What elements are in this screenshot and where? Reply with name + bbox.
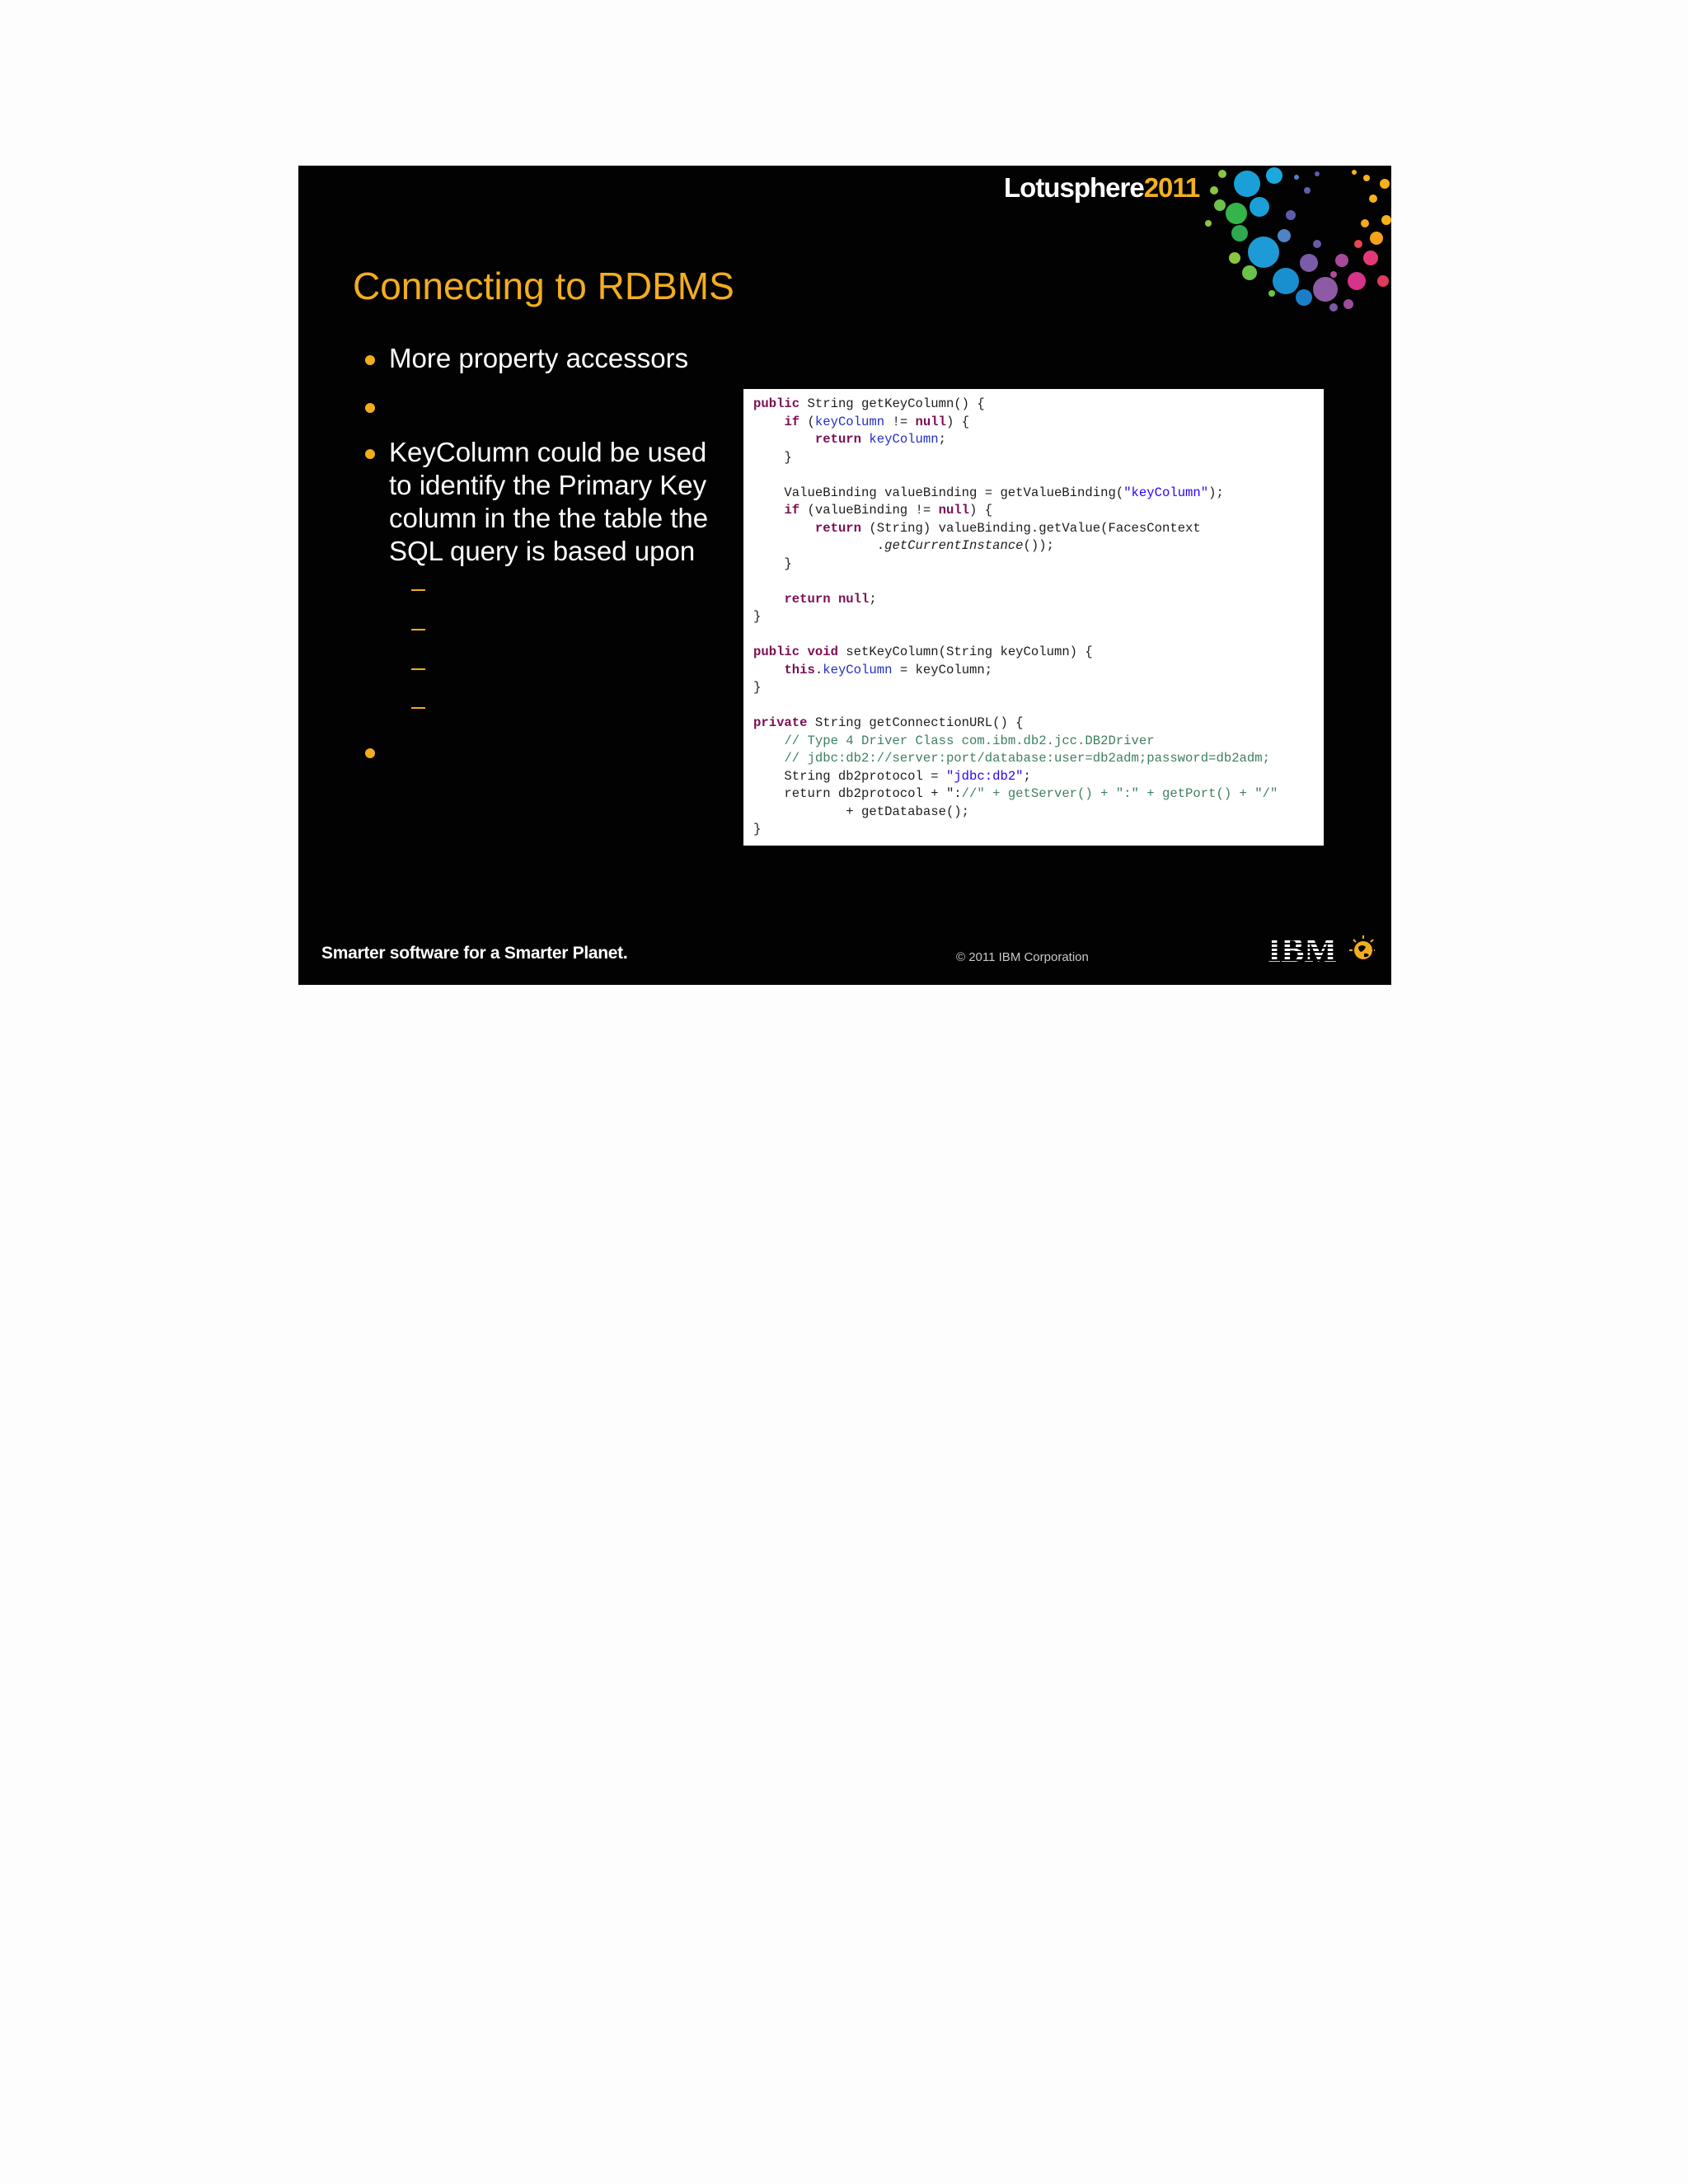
lotusphere-logo [1004,171,1199,204]
sub-bullet-dash [411,589,425,591]
ibm-logo [1268,932,1375,968]
code-line: public void setKeyColumn(String keyColumn) { [753,644,1093,659]
code-snippet [753,396,1278,839]
code-line: ValueBinding valueBinding = getValueBinding("keyColumn"); [753,485,1224,500]
code-line: return (String) valueBinding.getValue(FacesContext [814,520,1201,536]
brand-year: 2011 [1143,172,1200,203]
code-line: } [753,555,792,571]
slide [298,166,1391,985]
slide-title: Connecting to RDBMS [353,265,734,307]
brand-name: Lotusphere [1004,172,1144,203]
bullet-marker [365,403,375,413]
code-line: } [753,449,792,465]
code-line: return keyColumn; [814,432,946,447]
code-snippet-panel [743,389,1324,846]
bullet-marker [365,449,375,459]
sub-bullet-dash [411,668,425,670]
bullet-text-1: More property accessors [389,343,689,373]
footer-tagline: Smarter software for a Smarter Planet. [321,944,628,963]
code-line: // Type 4 Driver Class com.ibm.db2.jcc.DB2Driver [784,733,1155,748]
decorative-dots-graphic [1202,166,1391,314]
sub-bullet-dash [411,629,425,630]
code-line: } [753,680,762,695]
footer-copyright: © 2011 IBM Corporation [956,950,1089,964]
code-line: public String getKeyColumn() { [753,396,985,411]
smarter-planet-icon [1349,935,1375,959]
code-line: return db2protocol + "://" + getServer() + ":" + getPort() + "/" [753,786,1278,801]
code-line: .getCurrentInstance()); [753,538,1054,553]
sub-bullet-dash [411,707,425,709]
code-line: if (keyColumn != null) { [784,414,970,429]
ibm-logo-text: IBM [1268,932,1337,968]
code-line: } [753,609,762,624]
bullet-marker [365,748,375,758]
code-line: if (valueBinding != null) { [784,503,993,518]
bullet-marker [365,355,375,365]
code-line: private String getConnectionURL() { [753,715,1024,730]
code-line: return null; [784,591,877,607]
code-line: String db2protocol = "jdbc:db2"; [753,768,1031,784]
code-line: } [753,822,762,837]
code-line: + getDatabase(); [753,804,970,819]
bullet-text-3: KeyColumn could be used to identify the Primary Key column in the the table the SQL query is based upon [389,437,709,566]
code-line: this.keyColumn = keyColumn; [784,662,993,677]
code-line: // jdbc:db2://server:port/database:user=db2adm;password=db2adm; [784,751,1270,766]
